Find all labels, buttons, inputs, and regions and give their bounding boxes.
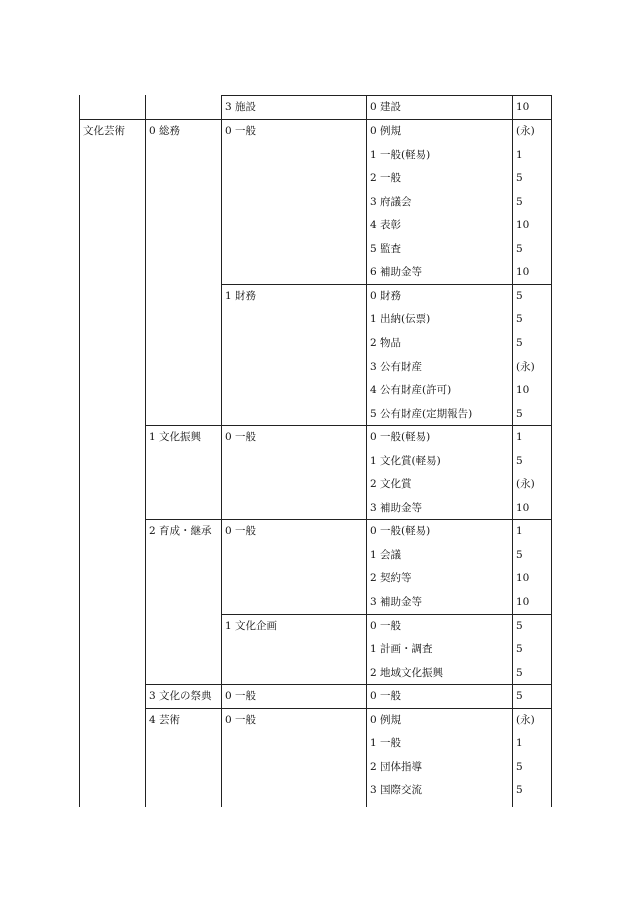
subgroup-cell: 0 一般: [225, 431, 257, 443]
item-cell: 0 一般: [370, 690, 402, 702]
retention-cell: 5: [516, 172, 523, 184]
retention-cell: 5: [516, 667, 523, 679]
retention-cell: 1: [516, 737, 523, 749]
item-cell: 1 一般(軽易): [370, 149, 431, 161]
item-cell: 1 文化賞(軽易): [370, 455, 441, 467]
item-cell: 0 建設: [370, 101, 402, 113]
retention-cell: 5: [516, 408, 523, 420]
retention-cell: 5: [516, 337, 523, 349]
retention-cell: 1: [516, 149, 523, 161]
retention-cell: 10: [516, 219, 530, 231]
group-border: [145, 708, 552, 709]
item-cell: 4 表彰: [370, 219, 402, 231]
group-cell: 3 文化の祭典: [149, 690, 212, 702]
group-cell: 1 文化振興: [149, 431, 202, 443]
retention-cell: 5: [516, 643, 523, 655]
retention-cell: 5: [516, 549, 523, 561]
group-cell: 2 育成・継承: [149, 525, 212, 537]
group-border: [145, 684, 552, 685]
retention-cell: 10: [516, 384, 530, 396]
retention-cell: 5: [516, 761, 523, 773]
item-cell: 3 府議会: [370, 196, 412, 208]
row-border: [79, 119, 552, 120]
item-cell: 2 文化賞: [370, 478, 412, 490]
subgroup-cell: 0 一般: [225, 690, 257, 702]
item-cell: 3 国際交流: [370, 784, 423, 796]
column-divider-4: [512, 95, 513, 807]
section-cell: 文化芸術: [83, 125, 125, 137]
subgroup-border: [221, 284, 552, 285]
retention-cell: 1: [516, 431, 523, 443]
item-cell: 5 公有財産(定期報告): [370, 408, 473, 420]
item-cell: 0 例規: [370, 125, 402, 137]
retention-cell: (永): [516, 478, 535, 490]
retention-cell: 10: [516, 266, 530, 278]
item-cell: 0 一般(軽易): [370, 525, 431, 537]
item-cell: 5 監査: [370, 243, 402, 255]
item-cell: 2 地域文化振興: [370, 667, 444, 679]
item-cell: 3 公有財産: [370, 361, 423, 373]
retention-cell: 10: [516, 502, 530, 514]
category-cell: 3 施設: [225, 101, 257, 113]
item-cell: 1 会議: [370, 549, 402, 561]
retention-cell: 5: [516, 290, 523, 302]
column-divider-1: [145, 95, 146, 807]
column-divider-5: [551, 95, 552, 807]
subgroup-cell: 1 財務: [225, 290, 257, 302]
retention-cell: 5: [516, 313, 523, 325]
item-cell: 2 一般: [370, 172, 402, 184]
item-cell: 1 出納(伝票): [370, 313, 431, 325]
item-cell: 1 一般: [370, 737, 402, 749]
retention-cell: 5: [516, 196, 523, 208]
retention-cell: 10: [516, 572, 530, 584]
retention-cell: 10: [516, 596, 530, 608]
item-cell: 0 一般: [370, 620, 402, 632]
group-cell: 4 芸術: [149, 714, 181, 726]
retention-cell: 5: [516, 784, 523, 796]
subgroup-cell: 0 一般: [225, 525, 257, 537]
item-cell: 0 財務: [370, 290, 402, 302]
retention-cell: 5: [516, 690, 523, 702]
retention-cell: (永): [516, 714, 535, 726]
column-divider-3: [366, 95, 367, 807]
retention-cell: 5: [516, 455, 523, 467]
retention-cell: 10: [516, 101, 530, 113]
item-cell: 2 物品: [370, 337, 402, 349]
subgroup-cell: 0 一般: [225, 714, 257, 726]
subgroup-border: [221, 614, 552, 615]
item-cell: 0 一般(軽易): [370, 431, 431, 443]
item-cell: 2 団体指導: [370, 761, 423, 773]
item-cell: 0 例規: [370, 714, 402, 726]
group-border: [145, 519, 552, 520]
group-border: [145, 425, 552, 426]
group-cell: 0 総務: [149, 125, 181, 137]
subgroup-cell: 0 一般: [225, 125, 257, 137]
item-cell: 3 補助金等: [370, 596, 423, 608]
column-divider-0: [79, 95, 80, 807]
retention-cell: 5: [516, 620, 523, 632]
column-divider-2: [221, 95, 222, 807]
item-cell: 3 補助金等: [370, 502, 423, 514]
retention-cell: 5: [516, 243, 523, 255]
retention-cell: (永): [516, 361, 535, 373]
item-cell: 6 補助金等: [370, 266, 423, 278]
item-cell: 1 計画・調査: [370, 643, 433, 655]
top-row-border: [221, 95, 552, 96]
retention-cell: (永): [516, 125, 535, 137]
item-cell: 2 契約等: [370, 572, 412, 584]
subgroup-cell: 1 文化企画: [225, 620, 278, 632]
item-cell: 4 公有財産(許可): [370, 384, 452, 396]
retention-cell: 1: [516, 525, 523, 537]
